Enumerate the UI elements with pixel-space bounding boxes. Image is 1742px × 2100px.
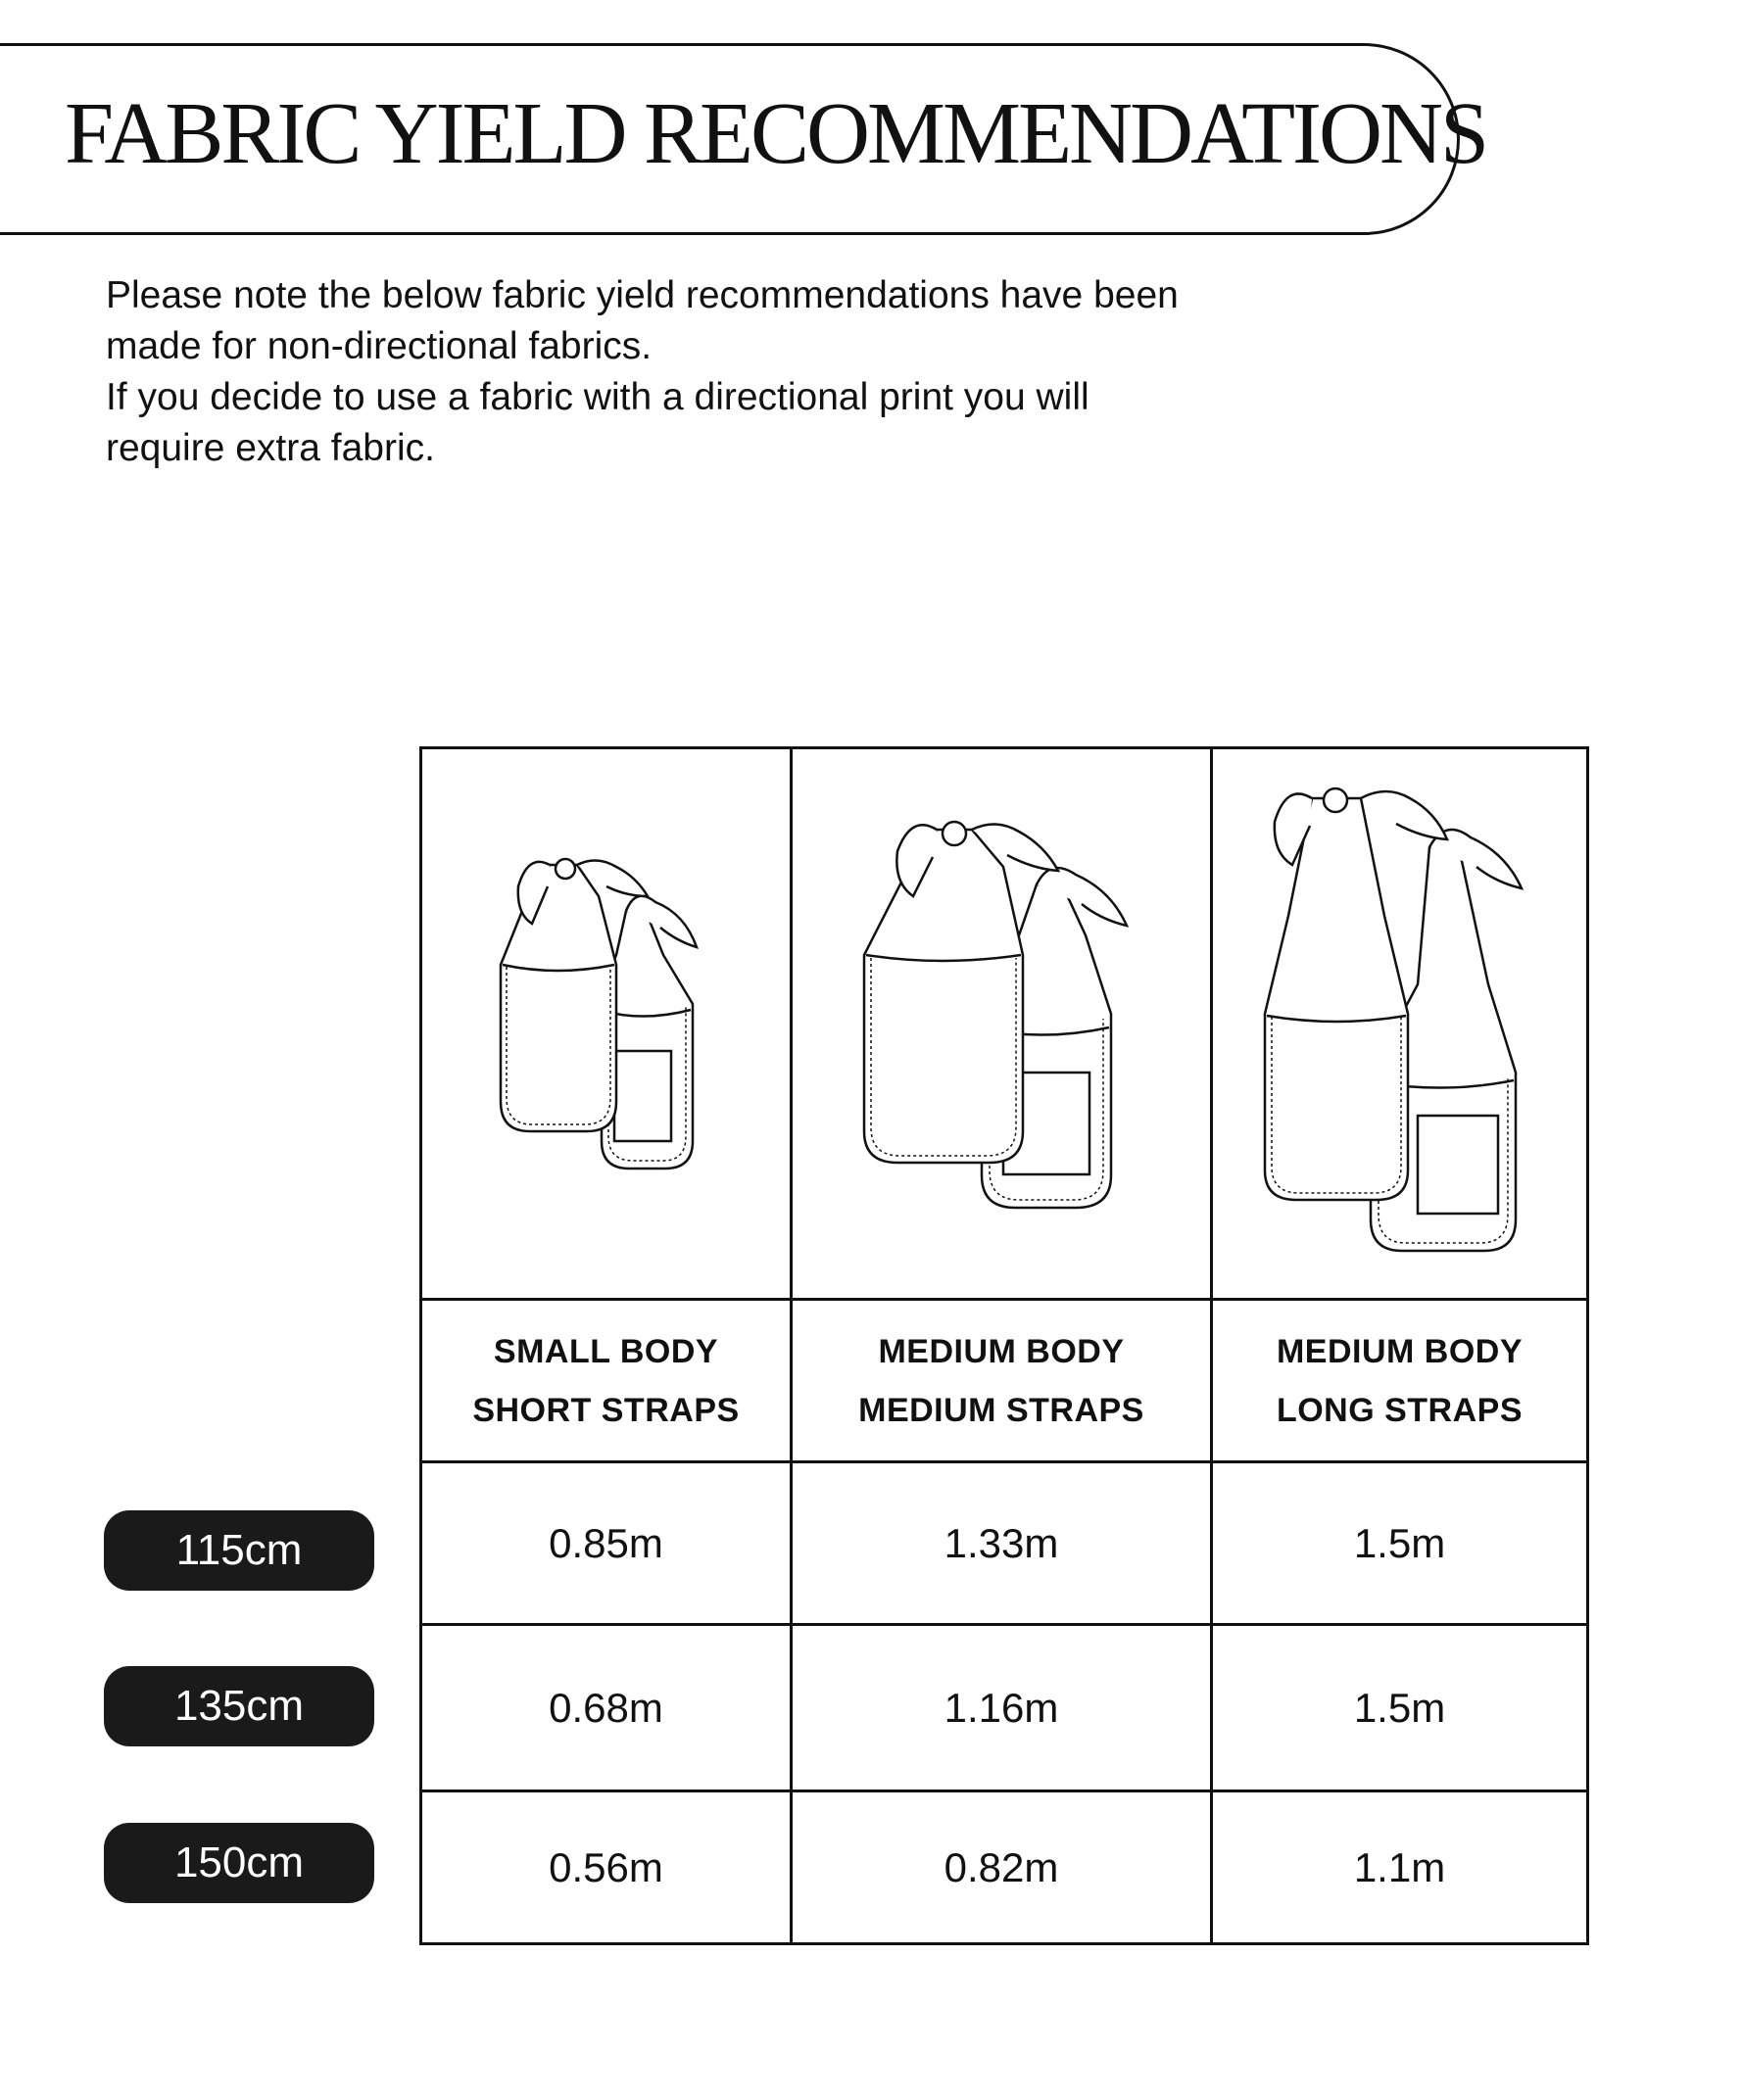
column-header [792,1300,1212,1462]
fabric-width-label: 115cm [104,1510,374,1591]
fabric-width-label: 150cm [104,1823,374,1903]
column-header-line: SHORT STRAPS [472,1391,740,1429]
illustration-row [421,748,1588,1300]
table-row [421,1462,1588,1625]
column-header-line: MEDIUM BODY [1276,1332,1524,1370]
fabric-width-label: 135cm [104,1666,374,1746]
medium-bag-illustration [854,818,1148,1229]
column-header-line: SMALL BODY [493,1332,719,1370]
long-strap-bag-illustration [1253,779,1547,1268]
yield-value: 1.5m [1212,1625,1588,1791]
yield-value: 1.16m [792,1625,1212,1791]
yield-value: 0.85m [421,1462,792,1625]
table-row [421,1625,1588,1791]
intro-line: require extra fabric. [106,427,435,469]
small-bag-illustration [489,857,724,1190]
column-header-line: MEDIUM STRAPS [858,1391,1144,1429]
intro-line: Please note the below fabric yield recommendations have been [106,274,1179,316]
column-header [421,1300,792,1462]
yield-value: 0.68m [421,1625,792,1791]
intro-line: made for non-directional fabrics. [106,325,653,367]
yield-value: 1.1m [1212,1791,1588,1944]
fabric-yield-table [419,746,1589,1945]
column-header [1212,1300,1588,1462]
intro-text [106,270,1340,474]
yield-value: 0.56m [421,1791,792,1944]
yield-value: 1.5m [1212,1462,1588,1625]
header-row [421,1300,1588,1462]
column-header-line: MEDIUM BODY [878,1332,1125,1370]
illustration-cell [792,748,1212,1300]
yield-value: 0.82m [792,1791,1212,1944]
table-row [421,1791,1588,1944]
intro-line: If you decide to use a fabric with a directional print you will [106,376,1089,418]
illustration-cell [1212,748,1588,1300]
yield-value: 1.33m [792,1462,1212,1625]
column-header-line: LONG STRAPS [1276,1391,1524,1429]
page-title: FABRIC YIELD RECOMMENDATIONS [65,85,1487,182]
illustration-cell [421,748,792,1300]
